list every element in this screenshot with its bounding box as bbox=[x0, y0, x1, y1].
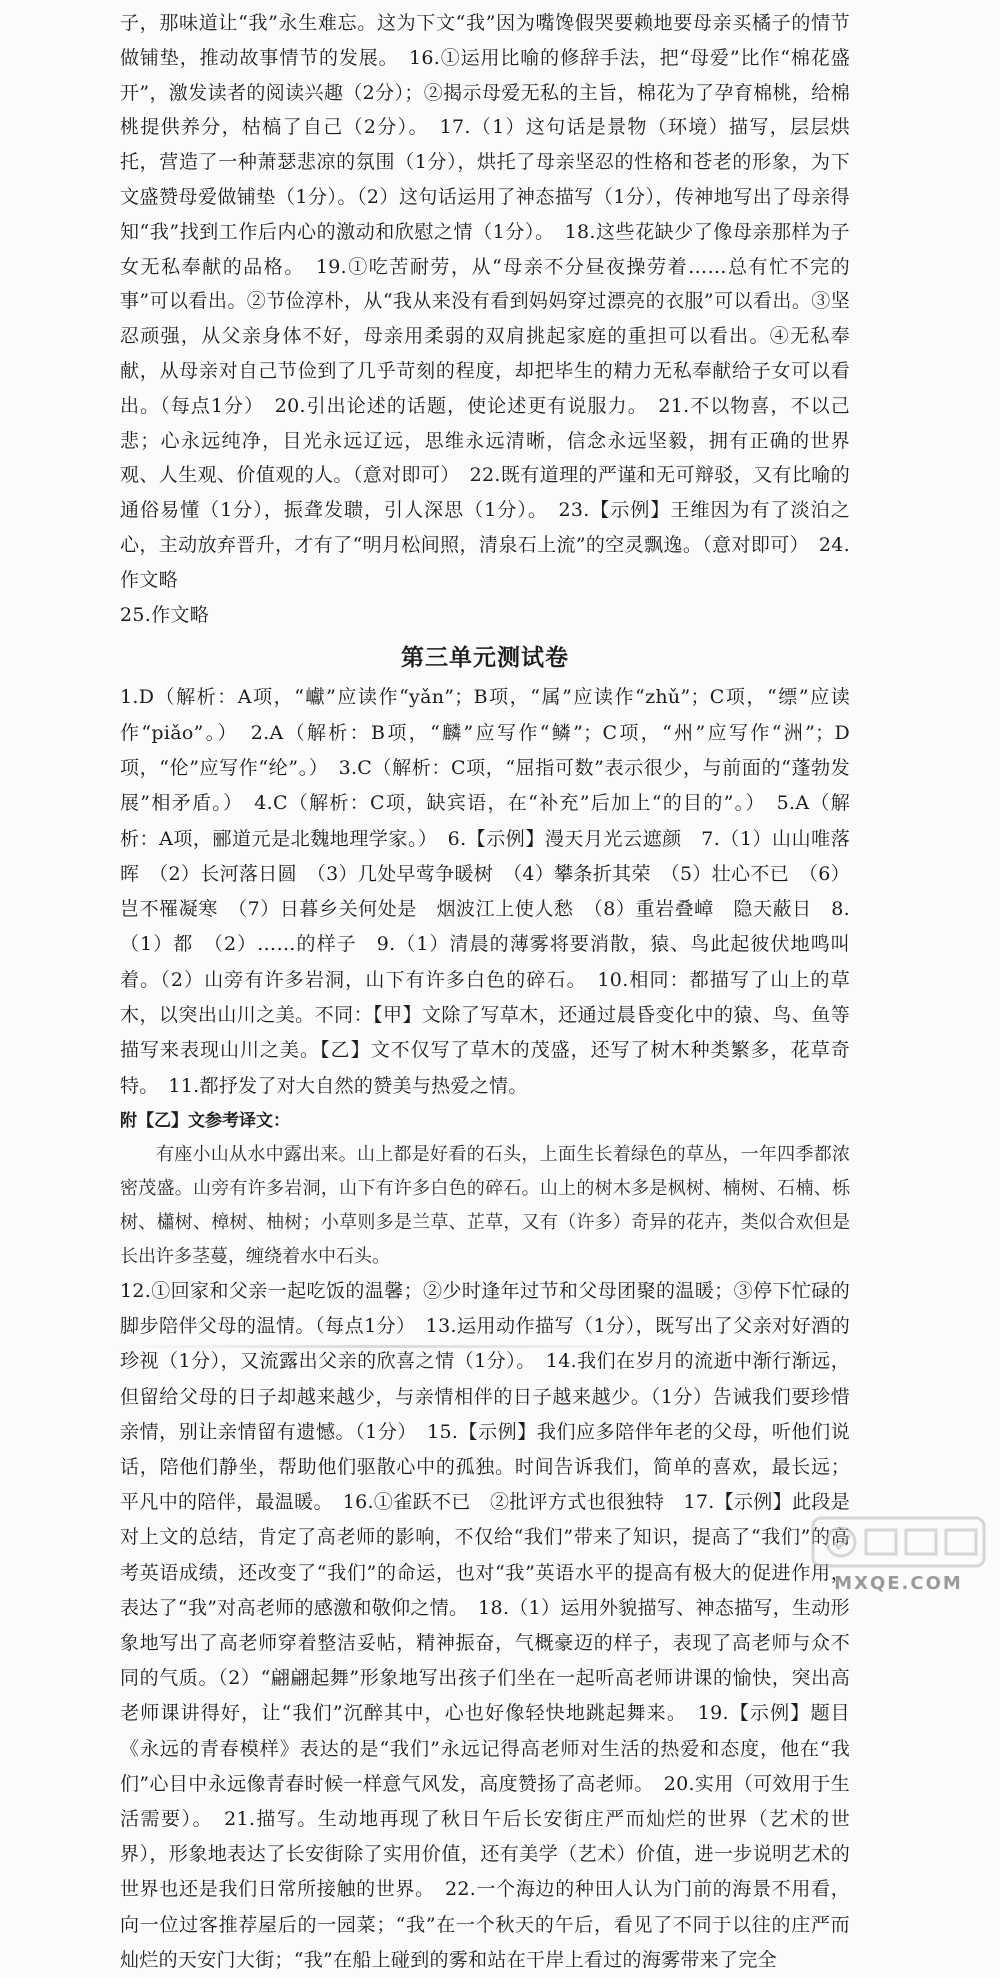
translation-heading: 附【乙】文参考译文： bbox=[120, 1110, 290, 1131]
watermark-logo-icon bbox=[811, 1516, 986, 1568]
site-watermark bbox=[811, 1516, 986, 1594]
answers-unit3-part2: 12.①回家和父亲一起吃饭的温馨；②少时逢年过节和父母团聚的温暖；③停下忙碌的脚步陪伴父母的温情。（每点1分） 13.运用动作描写（1分），既写出了父亲对好酒的珍视（1分），又流露出父亲的欣喜之情（1分）。 14.我们在岁月的流逝中渐行渐远，但留给父母的日子却越来越少，与亲情相伴的日子越来越少。（1分）告诫我们要珍惜亲情，别让亲情留有遗憾。（1分） 15.【示例】我们应多陪伴年老的父母，听他们说话，陪他们静坐，帮助他们驱散心中的孤独。时间告诉我们，简单的喜欢，最长远；平凡中的陪伴，最温暖。 16.①雀跃不已 ②批评方式也很独特 17.【示例】此段是对上文的总结，肯定了高老师的影响，不仅给“我们”带来了知识，提高了“我们”的高考英语成绩，还改变了“我们”的命运，也对“我”英语水平的提高有极大的促进作用，表达了“我”对高老师的感激和敬仰之情。 18.（1）运用外貌描写、神态描写，生动形象地写出了高老师穿着整洁妥帖，精神振奋，气概豪迈的样子，表现了高老师与众不同的气质。（2）“翩翩起舞”形象地写出孩子们坐在一起听高老师讲课的愉快，突出高老师课讲得好，让“我们”沉醉其中，心也好像轻快地跳起舞来。 19.【示例】题目《永远的青春模样》表达的是“我们”永远记得高老师对生活的热爱和态度，他在“我们”心目中永远像青春时候一样意气风发，高度赞扬了高老师。 20.实用（可效用于生活需要）。 21.描写。生动地再现了秋日午后长安街庄严而灿烂的世界（艺术的世界），形象地表达了长安街除了实用价值，还有美学（艺术）价值，进一步说明艺术的世界也还是我们日常所接触的世界。 22.一个海边的种田人认为门前的海景不用看，向一位过客推荐屋后的一园菜；“我”在一个秋天的午后，看见了不同于以往的庄严而灿烂的天安门大街；“我”在船上碰到的雾和站在干岸上看过的海雾带来了完全 bbox=[120, 1279, 850, 1971]
translation-text: 有座小山从水中露出来。山上都是好看的石头，上面生长着绿色的草丛，一年四季都浓密茂盛。山旁有许多岩洞，山下有许多白色的碎石。山上的树木多是枫树、楠树、石楠、栎树、櫹树、樟树、柚树；小草则多是兰草、芷草，又有（许多）奇异的花卉，类似合欢但是长出许多茎蔓，缠绕着水中石头。 bbox=[120, 1143, 850, 1267]
answer-page bbox=[120, 6, 850, 1978]
watermark-url: MXQE.COM bbox=[834, 1573, 963, 1594]
answers-unit2-continued: 子，那味道让“我”永生难忘。这为下文“我”因为嘴馋假哭要赖地要母亲买橘子的情节做铺垫，推动故事情节的发展。 16.①运用比喻的修辞手法，把“母爱”比作“棉花盛开”，激发读者的阅读兴趣（2分）；②揭示母爱无私的主旨，棉花为了孕育棉桃，给棉桃提供养分，枯槁了自己（2分）。 17.（1）这句话是景物（环境）描写，层层烘托，营造了一种萧瑟悲凉的氛围（1分），烘托了母亲坚忍的性格和苍老的形象，为下文盛赞母爱做铺垫（1分）。（2）这句话运用了神态描写（1分），传神地写出了母亲得知“我”找到工作后内心的激动和欣慰之情（1分）。 18.这些花缺少了像母亲那样为子女无私奉献的品格。 19.①吃苦耐劳，从“母亲不分昼夜操劳着……总有忙不完的事”可以看出。②节俭淳朴，从“我从来没有看到妈妈穿过漂亮的衣服”可以看出。③坚忍顽强，从父亲身体不好，母亲用柔弱的双肩挑起家庭的重担可以看出。④无私奉献，从母亲对自己节俭到了几乎苛刻的程度，却把毕生的精力无私奉献给子女可以看出。（每点1分） 20.引出论述的话题，使论述更有说服力。 21.不以物喜，不以己悲；心永远纯净，目光永远辽远，思维永远清晰，信念永远坚毅，拥有正确的世界观、人生观、价值观的人。（意对即可） 22.既有道理的严谨和无可辩驳，又有比喻的通俗易懂（1分），振聋发聩，引人深思（1分）。 23.【示例】王维因为有了淡泊之心，主动放弃晋升，才有了“明月松间照，清泉石上流”的空灵飘逸。（意对即可） 24.作文略 bbox=[120, 12, 850, 591]
answer-25: 25.作文略 bbox=[120, 603, 210, 626]
scan-artifact bbox=[115, 1345, 655, 1348]
unit3-test-title: 第三单元测试卷 bbox=[401, 645, 569, 672]
answers-unit3-part1: 1.D（解析：A项，“巘”应读作“yǎn”；B项，“属”应读作“zhǔ”；C项，“缥”应读作“piǎo”。） 2.A（解析：B项，“麟”应写作“鳞”；C项，“州”应写作“洲”；D项，“伦”应写作“纶”。） 3.C（解析：C项，“屈指可数”表示很少，与前面的“蓬勃发展”相矛盾。） 4.C（解析：C项，缺宾语，在“补充”后加上“的目的”。） 5.A（解析：A项，郦道元是北魏地理学家。） 6.【示例】漫天月光云遮颜 7.（1）山山唯落晖 （2）长河落日圆 （3）几处早莺争暖树 （4）攀条折其荣 （5）壮心不已 （6）岂不罹凝寒 （7）日暮乡关何处是 烟波江上使人愁 （8）重岩叠嶂 隐天蔽日 8.（1）都 （2）……的样子 9.（1）清晨的薄雾将要消散，猿、鸟此起彼伏地鸣叫着。（2）山旁有许多岩洞，山下有许多白色的碎石。 10.相同：都描写了山上的草木，以突出山川之美。不同：【甲】文除了写草木，还通过晨昏变化中的猿、鸟、鱼等描写来表现山川之美。【乙】文不仅写了草木的茂盛，还写了树木种类繁多，花草奇特。 11.都抒发了对大自然的赞美与热爱之情。 bbox=[120, 686, 850, 1097]
